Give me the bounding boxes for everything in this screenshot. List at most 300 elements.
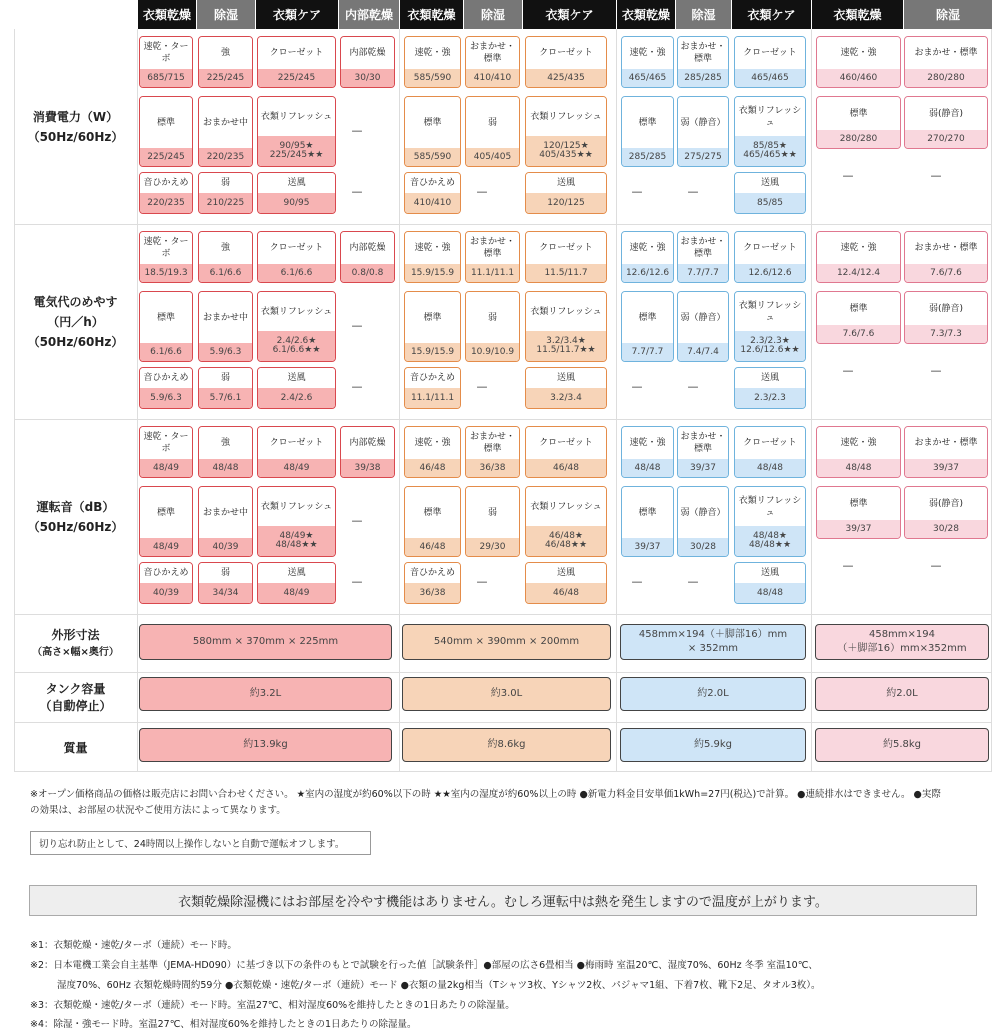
spec-cell — [139, 426, 193, 478]
spec-value: 7.7/7.7 — [631, 346, 664, 357]
mode-label: 標準 — [405, 292, 460, 343]
spec-value: 46/48 — [553, 587, 579, 598]
spec-value: 285/285 — [628, 151, 667, 162]
mode-label: 衣類リフレッシュ — [526, 97, 606, 136]
mode-label: 弱（静音） — [678, 97, 728, 148]
mode-label: 標準 — [817, 292, 900, 325]
header-dehumid-d: 除湿 — [904, 0, 992, 29]
spec-cell — [340, 426, 395, 478]
spec-value: 48/49 — [283, 587, 310, 598]
spec-value: 2.4/2.6 — [280, 392, 313, 403]
divider — [137, 29, 138, 772]
spec-value: 7.7/7.7 — [687, 267, 719, 278]
header-clothes-dry-d: 衣類乾燥 — [812, 0, 903, 29]
mode-label: 送風 — [258, 173, 335, 193]
spec-value: 46/48 — [419, 541, 446, 552]
spec-value: 46/48★★ — [544, 540, 588, 550]
mode-label: クローゼット — [735, 37, 805, 69]
spec-value: 5.9/6.3 — [150, 392, 182, 403]
spec-value: 7.6/7.6 — [842, 328, 875, 339]
spec-cell — [198, 291, 253, 362]
divider — [14, 419, 992, 420]
row-label-text: 外形寸法 — [51, 627, 100, 642]
spec-value: 405/405 — [473, 151, 512, 162]
spec-value: 270/270 — [927, 133, 965, 144]
spec-cell — [677, 36, 729, 88]
spec-cell — [139, 96, 193, 167]
spec-cell — [257, 426, 336, 478]
spec-value: 48/48★★ — [748, 540, 792, 550]
mode-label: 音ひかえめ — [405, 173, 460, 193]
auto-off-note: 切り忘れ防止として、24時間以上操作しないと自動で運転オフします。 — [30, 831, 371, 855]
spec-cell — [734, 562, 806, 604]
mode-label: 強 — [199, 427, 252, 459]
mode-label: 標準 — [140, 292, 192, 343]
spec-value: 5.9/6.3 — [209, 346, 242, 357]
spec-value: 48/48★★ — [275, 540, 318, 550]
spec-cell — [734, 426, 806, 478]
mode-label: 衣類リフレッシュ — [735, 97, 805, 136]
divider — [14, 614, 992, 615]
not-applicable: — — [476, 380, 488, 393]
spec-value: 48/48 — [634, 462, 661, 473]
row-label-text: （高さ×幅×奥行） — [32, 646, 119, 658]
spec-cell — [904, 96, 988, 149]
mode-label: 弱 — [466, 487, 519, 538]
spec-value: 465/465 — [751, 72, 789, 83]
spec-cell — [677, 96, 729, 167]
size-value — [815, 624, 989, 660]
mode-label: 速乾・強 — [405, 427, 460, 459]
not-applicable: — — [687, 575, 699, 588]
spec-value: 48/49 — [153, 541, 179, 552]
spec-cell — [465, 426, 520, 478]
spec-cell — [139, 562, 193, 604]
spec-value: 410/410 — [413, 197, 452, 208]
tank-value: 約2.0L — [620, 677, 806, 711]
spec-value: 280/280 — [839, 133, 878, 144]
not-applicable: — — [842, 559, 854, 572]
mode-label: おまかせ・標準 — [905, 232, 987, 264]
row-label-text: 電気代のめやす — [33, 295, 118, 309]
not-applicable: — — [631, 575, 643, 588]
spec-cell — [404, 426, 461, 478]
mode-label: 衣類リフレッシュ — [258, 487, 335, 526]
not-applicable: — — [631, 380, 643, 393]
spec-cell — [404, 36, 461, 88]
spec-value: 30/30 — [354, 72, 381, 83]
footnote-2-cont: 湿度70%、60Hz 衣類乾燥時間約59分 ●衣類乾燥・速乾/ターボ（連続）モード ●衣類の量2kg相当（Tシャツ3枚、Yシャツ2枚、パジャマ1組、下着7枚、靴下2足、タオル3枚）。 — [57, 980, 821, 991]
mode-label: おまかせ・標準 — [466, 427, 519, 459]
spec-cell — [677, 426, 729, 478]
spec-cell — [404, 486, 461, 557]
spec-cell — [139, 172, 193, 214]
mode-label: 衣類リフレッシュ — [526, 292, 606, 331]
spec-cell — [465, 486, 520, 557]
spec-cell — [198, 172, 253, 214]
mode-label: 標準 — [140, 487, 192, 538]
spec-value: 7.3/7.3 — [930, 328, 962, 339]
spec-value: 6.1/6.6 — [150, 346, 182, 357]
row-label-text: 質量 — [63, 740, 88, 755]
spec-cell — [525, 36, 607, 88]
spec-value: 3.2/3.4 — [550, 392, 582, 403]
tank-value: 約3.2L — [139, 677, 392, 711]
mass-value: 約5.9kg — [620, 728, 806, 762]
divider — [14, 672, 992, 673]
spec-value: 3.2/3.4★ — [546, 336, 586, 346]
mode-label: 速乾・強 — [622, 427, 673, 459]
row-label-noise — [14, 420, 137, 614]
spec-value: 48/49 — [283, 462, 310, 473]
spec-value: 225/245 — [277, 72, 316, 83]
spec-cell — [621, 426, 674, 478]
spec-cell — [404, 96, 461, 167]
spec-value: 39/38 — [354, 462, 381, 473]
spec-cell — [198, 426, 253, 478]
spec-cell — [904, 231, 988, 283]
spec-cell — [198, 562, 253, 604]
spec-cell — [340, 231, 395, 283]
spec-cell — [139, 291, 193, 362]
spec-cell — [621, 291, 674, 362]
spec-value: 36/38 — [419, 587, 446, 598]
row-label-text: （自動停止） — [39, 698, 112, 713]
mode-label: クローゼット — [735, 427, 805, 459]
spec-value: 2.3/2.3★ — [750, 336, 790, 346]
spec-value: 10.9/10.9 — [470, 346, 515, 357]
spec-value: 6.1/6.6★★ — [272, 345, 321, 355]
mode-label: おまかせ中 — [199, 292, 252, 343]
size-text: 580mm × 370mm × 225mm — [192, 636, 339, 647]
spec-value: 30/28 — [933, 523, 959, 534]
spec-value: 40/39 — [212, 541, 239, 552]
spec-value: 12.6/12.6★★ — [740, 345, 800, 355]
spec-value: 48/49 — [153, 462, 179, 473]
spec-value: 460/460 — [839, 72, 878, 83]
row-label-text: （50Hz/60Hz） — [27, 335, 124, 349]
spec-cell — [677, 291, 729, 362]
spec-value: 48/48 — [757, 462, 783, 473]
size-value — [620, 624, 806, 660]
spec-value: 410/410 — [473, 72, 512, 83]
not-applicable: — — [687, 380, 699, 393]
spec-value: 6.1/6.6 — [209, 267, 242, 278]
spec-cell — [257, 486, 336, 557]
spec-cell — [525, 291, 607, 362]
general-notes — [30, 787, 980, 819]
mode-label: 弱(静音) — [905, 292, 987, 325]
spec-cell — [904, 291, 988, 344]
mode-label: おまかせ・標準 — [678, 37, 728, 69]
mode-label: 標準 — [140, 97, 192, 148]
mode-label: クローゼット — [258, 37, 335, 69]
mode-label: 送風 — [735, 563, 805, 583]
spec-value: 18.5/19.3 — [144, 267, 188, 278]
mode-label: おまかせ中 — [199, 487, 252, 538]
spec-cell — [904, 426, 988, 478]
footnote-3: ※3：衣類乾燥・速乾/ターボ（連続）モード時。室温27℃、相対湿度60%を維持したときの1日あたりの除湿量。 — [30, 1000, 515, 1011]
mode-label: 速乾・強 — [817, 427, 900, 459]
spec-cell — [816, 96, 901, 149]
spec-cell — [734, 96, 806, 167]
mode-label: 音ひかえめ — [140, 173, 192, 193]
header-clothes-dry-c: 衣類乾燥 — [617, 0, 675, 29]
not-applicable: — — [351, 318, 363, 332]
spec-value: 15.9/15.9 — [410, 346, 455, 357]
not-applicable: — — [930, 559, 942, 572]
spec-cell — [525, 231, 607, 283]
spec-cell — [621, 36, 674, 88]
spec-value: 2.4/2.6★ — [276, 336, 317, 346]
spec-value: 0.8/0.8 — [351, 267, 384, 278]
spec-cell — [677, 486, 729, 557]
spec-cell — [525, 96, 607, 167]
note-line: ※オープン価格商品の価格は販売店にお問い合わせください。 ★室内の湿度が約60%以下の時 ★★室内の湿度が約60%以上の時 ●新電力料金目安単価1kWh=27円(税込)で計算。 ●連続排水はできません。 ●実際 — [30, 789, 941, 800]
row-label-cost — [14, 225, 137, 419]
mode-label: 速乾・強 — [622, 232, 673, 264]
not-applicable: — — [631, 185, 643, 198]
mode-label: 標準 — [622, 97, 673, 148]
spec-value: 12.6/12.6 — [748, 267, 792, 278]
spec-value: 465/465★★ — [743, 150, 797, 160]
spec-value: 425/435 — [547, 72, 585, 83]
tank-value: 約2.0L — [815, 677, 989, 711]
spec-value: 48/48 — [845, 462, 872, 473]
mode-label: 送風 — [735, 368, 805, 388]
not-applicable: — — [351, 575, 363, 588]
spec-cell — [904, 486, 988, 539]
spec-value: 275/275 — [684, 151, 722, 162]
row-label-mass — [14, 723, 137, 772]
spec-cell — [257, 562, 336, 604]
mode-label: 衣類リフレッシュ — [258, 97, 335, 136]
mode-label: おまかせ・標準 — [466, 37, 519, 69]
spec-cell — [677, 231, 729, 283]
header-clothes-dry-a: 衣類乾燥 — [138, 0, 196, 29]
mode-label: クローゼット — [526, 427, 606, 459]
spec-cell — [257, 231, 336, 283]
not-applicable: — — [351, 380, 363, 393]
mode-label: 弱 — [199, 563, 252, 583]
spec-cell — [404, 291, 461, 362]
spec-value: 85/85★ — [752, 141, 787, 151]
spec-cell — [257, 36, 336, 88]
mode-label: 標準 — [817, 97, 900, 130]
mode-label: 衣類リフレッシュ — [735, 487, 805, 526]
spec-cell — [198, 367, 253, 409]
mode-label: 弱(静音) — [905, 97, 987, 130]
spec-cell — [404, 231, 461, 283]
mode-label: 音ひかえめ — [405, 368, 460, 388]
mode-label: クローゼット — [735, 232, 805, 264]
not-applicable: — — [351, 123, 363, 137]
mode-label: 送風 — [526, 173, 606, 193]
heat-warning: 衣類乾燥除湿機にはお部屋を冷やす機能はありません。むしろ運転中は熱を発生しますので温度が上がります。 — [29, 885, 977, 916]
mode-label: クローゼット — [258, 427, 335, 459]
mode-label: 音ひかえめ — [140, 563, 192, 583]
mode-label: 弱(静音) — [905, 487, 987, 520]
spec-value: 48/48★ — [752, 531, 787, 541]
mode-label: おまかせ中 — [199, 97, 252, 148]
header-dehumid-b: 除湿 — [464, 0, 522, 29]
size-text: 540mm × 390mm × 200mm — [433, 636, 580, 647]
spec-value: 120/125★ — [543, 141, 589, 151]
size-text: × 352mm — [687, 643, 739, 654]
spec-cell — [139, 231, 193, 283]
mode-label: クローゼット — [526, 232, 606, 264]
spec-cell — [198, 36, 253, 88]
mode-label: 衣類リフレッシュ — [526, 487, 606, 526]
spec-cell — [198, 96, 253, 167]
header-dehumid-a: 除湿 — [197, 0, 255, 29]
spec-value: 46/48 — [419, 462, 446, 473]
divider — [399, 29, 400, 772]
spec-value: 225/245 — [147, 151, 185, 162]
footnote-1: ※1：衣類乾燥・速乾/ターボ（連続）モード時。 — [30, 940, 237, 951]
row-label-text: （50Hz/60Hz） — [27, 129, 124, 144]
spec-value: 12.4/12.4 — [836, 267, 881, 278]
spec-cell — [257, 291, 336, 362]
spec-value: 225/245 — [206, 72, 245, 83]
size-text: （＋脚部16）mm×352mm — [837, 643, 967, 654]
spec-value: 405/435★★ — [539, 150, 593, 160]
row-label-power — [14, 29, 137, 224]
spec-value: 220/235 — [206, 151, 245, 162]
spec-value: 120/125 — [547, 197, 585, 208]
spec-cell — [404, 562, 461, 604]
row-label-text: 消費電力（W） — [32, 109, 119, 124]
mode-label: 弱 — [466, 97, 519, 148]
spec-cell — [734, 231, 806, 283]
mode-label: 強 — [199, 37, 252, 69]
spec-cell — [465, 96, 520, 167]
divider — [616, 29, 617, 772]
spec-value: 5.7/6.1 — [209, 392, 242, 403]
row-label-tank — [14, 673, 137, 722]
mode-label: 速乾・ターボ — [140, 232, 192, 264]
row-label-text: （円／h） — [47, 315, 104, 329]
mass-value: 約5.8kg — [815, 728, 989, 762]
footnote-4: ※4：除湿・強モード時。室温27℃、相対湿度60%を維持したときの1日あたりの除湿量。 — [30, 1019, 417, 1030]
spec-cell — [525, 486, 607, 557]
spec-cell — [257, 172, 336, 214]
mode-label: 弱 — [466, 292, 519, 343]
spec-value: 39/37 — [690, 462, 716, 473]
spec-value: 39/37 — [634, 541, 661, 552]
header-internal-a: 内部乾燥 — [339, 0, 399, 29]
divider — [14, 722, 992, 723]
spec-cell — [404, 172, 461, 214]
spec-value: 7.4/7.4 — [687, 346, 719, 357]
mode-label: 速乾・ターボ — [140, 427, 192, 459]
spec-cell — [904, 36, 988, 88]
not-applicable: — — [687, 185, 699, 198]
spec-cell — [139, 367, 193, 409]
spec-value: 48/48 — [212, 462, 239, 473]
mode-label: 内部乾燥 — [341, 37, 394, 69]
divider — [14, 224, 992, 225]
spec-cell — [257, 367, 336, 409]
spec-cell — [340, 36, 395, 88]
spec-cell — [139, 36, 193, 88]
spec-value: 36/38 — [479, 462, 506, 473]
header-dehumid-c: 除湿 — [676, 0, 731, 29]
not-applicable: — — [351, 513, 363, 527]
spec-cell — [257, 96, 336, 167]
spec-cell — [621, 96, 674, 167]
mode-label: 送風 — [526, 563, 606, 583]
spec-value: 85/85 — [757, 197, 783, 208]
mode-label: 送風 — [258, 563, 335, 583]
footnote-2: ※2：日本電機工業会自主基準（JEMA-HD090）に基づき以下の条件のもとで試験を行った値［試験条件］●部屋の広さ6畳相当 ●梅雨時 室温20℃、湿度70%、60Hz 冬季 室温10℃、 — [30, 960, 818, 971]
size-text: 458mm×194（＋脚部16）mm — [638, 629, 788, 640]
mode-label: 内部乾燥 — [341, 427, 394, 459]
spec-value: 30/28 — [690, 541, 716, 552]
mode-label: 標準 — [817, 487, 900, 520]
spec-cell — [525, 426, 607, 478]
spec-cell — [621, 486, 674, 557]
spec-value: 11.1/11.1 — [470, 267, 515, 278]
mode-label: 衣類リフレッシュ — [258, 292, 335, 331]
header-care-a: 衣類ケア — [256, 0, 338, 29]
not-applicable: — — [476, 575, 488, 588]
mode-label: 送風 — [526, 368, 606, 388]
mode-label: おまかせ・標準 — [678, 427, 728, 459]
spec-value: 11.5/11.7★★ — [536, 345, 596, 355]
not-applicable: — — [930, 364, 942, 377]
spec-cell — [465, 291, 520, 362]
spec-cell — [198, 486, 253, 557]
spec-value: 90/95★ — [279, 141, 314, 151]
row-label-text: タンク容量 — [45, 681, 106, 696]
spec-cell — [525, 367, 607, 409]
mode-label: 速乾・強 — [622, 37, 673, 69]
mode-label: 音ひかえめ — [140, 368, 192, 388]
mode-label: 強 — [199, 232, 252, 264]
spec-cell — [816, 291, 901, 344]
spec-cell — [465, 36, 520, 88]
size-value — [402, 624, 611, 660]
spec-cell — [198, 231, 253, 283]
mode-label: 速乾・ターボ — [140, 37, 192, 69]
mode-label: 速乾・強 — [817, 232, 900, 264]
mode-label: 送風 — [735, 173, 805, 193]
spec-cell — [525, 172, 607, 214]
not-applicable: — — [930, 169, 942, 182]
spec-cell — [734, 486, 806, 557]
spec-cell — [816, 231, 901, 283]
spec-value: 225/245★★ — [269, 150, 324, 160]
mode-label: おまかせ・標準 — [905, 427, 987, 459]
mode-label: 衣類リフレッシュ — [735, 292, 805, 331]
spec-cell — [816, 36, 901, 88]
spec-value: 15.9/15.9 — [410, 267, 455, 278]
spec-cell — [621, 231, 674, 283]
spec-value: 46/48★ — [548, 531, 583, 541]
mode-label: 内部乾燥 — [341, 232, 394, 264]
mode-label: クローゼット — [258, 232, 335, 264]
not-applicable: — — [842, 169, 854, 182]
header-care-b: 衣類ケア — [523, 0, 616, 29]
mode-label: 弱 — [199, 368, 252, 388]
spec-value: 39/37 — [845, 523, 872, 534]
spec-value: 7.6/7.6 — [930, 267, 962, 278]
spec-cell — [139, 486, 193, 557]
spec-value: 685/715 — [147, 72, 185, 83]
mode-label: 標準 — [405, 97, 460, 148]
spec-value: 12.6/12.6 — [625, 267, 670, 278]
